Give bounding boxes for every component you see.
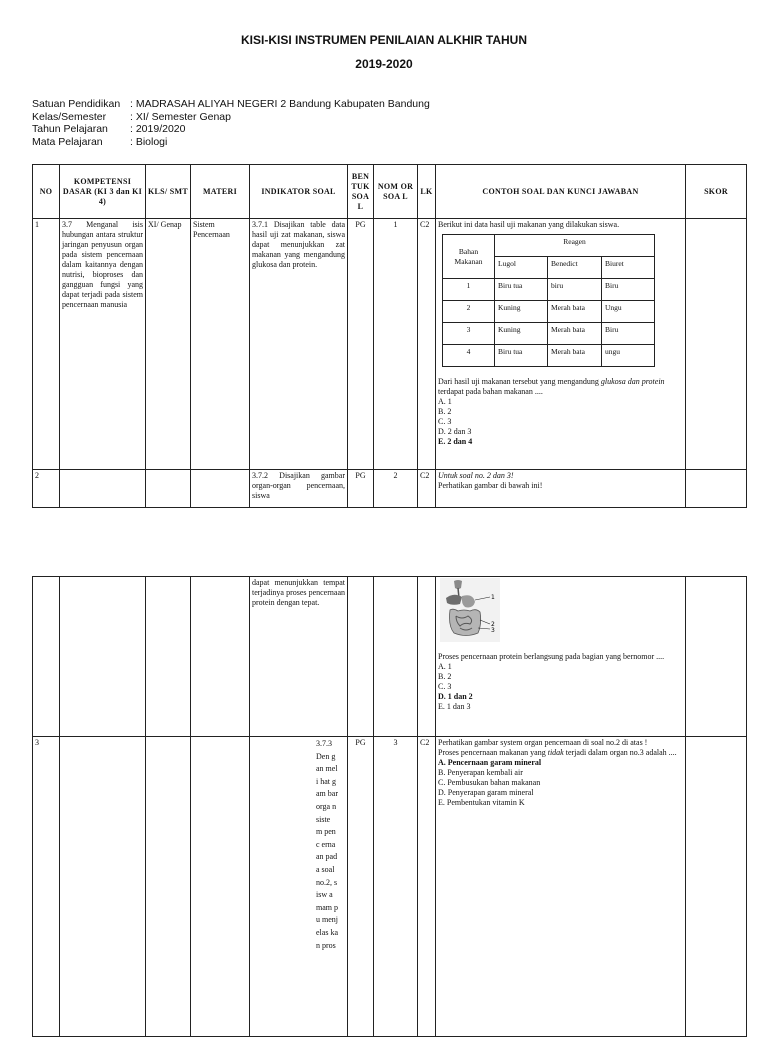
cell-kompetensi xyxy=(60,577,146,737)
option: E. Pembentukan vitamin K xyxy=(438,798,525,807)
question-emphasis: glukosa dan protein xyxy=(600,377,665,386)
option: D. 2 dan 3 xyxy=(438,427,472,436)
reagent-head-bahan: Bahan Makanan xyxy=(443,235,495,279)
reagent-cell: Biru tua xyxy=(495,279,548,301)
identity-row-class xyxy=(32,111,430,124)
identity-row-year xyxy=(32,123,430,136)
reagent-cell: Merah bata xyxy=(548,345,602,367)
question-text-part: terjadi dalam organ no.3 adalah .... xyxy=(563,748,677,757)
reagent-name: Lugol xyxy=(495,257,548,279)
cell-nomor: 1 xyxy=(374,219,418,470)
cell-contoh-soal xyxy=(436,219,686,470)
cell-skor xyxy=(686,577,747,737)
cell-no: 1 xyxy=(33,219,60,470)
reagent-cell: Biru tua xyxy=(495,345,548,367)
option: B. Penyerapan kembali air xyxy=(438,768,523,777)
identity-value: : XI/ Semester Genap xyxy=(130,110,231,123)
cell-bentuk: PG xyxy=(348,737,374,1037)
cell-materi xyxy=(191,577,250,737)
reagent-cell: Ungu xyxy=(602,301,655,323)
reagent-cell: Merah bata xyxy=(548,323,602,345)
question-text-part: Proses pencernaan makanan yang xyxy=(438,748,548,757)
grid-table-page2 xyxy=(32,576,747,1037)
reagent-cell: Kuning xyxy=(495,323,548,345)
reagent-row xyxy=(443,301,655,323)
reagent-head-reagen: Reagen xyxy=(495,235,655,257)
digestive-system-image xyxy=(440,578,500,642)
identity-label: Mata Pelajaran xyxy=(32,135,103,148)
cell-skor xyxy=(686,470,747,508)
cell-contoh-soal xyxy=(436,470,686,508)
cell-kelas xyxy=(146,470,191,508)
diagram-label: 1 xyxy=(491,594,495,601)
option: A. 1 xyxy=(438,397,452,406)
header-row xyxy=(33,165,747,219)
table-row-2-continued xyxy=(33,577,747,737)
header-indikator: INDIKATOR SOAL xyxy=(250,165,348,219)
cell-kelas xyxy=(146,737,191,1037)
reagent-cell: 3 xyxy=(443,323,495,345)
cell-lk: C2 xyxy=(418,737,436,1037)
header-contoh-soal: CONTOH SOAL DAN KUNCI JAWABAN xyxy=(436,165,686,219)
question-text: Perhatikan gambar system organ pencernaan di soal no.2 di atas ! xyxy=(438,738,648,747)
option: C. Pembusukan bahan makanan xyxy=(438,778,541,787)
header-no: NO xyxy=(33,165,60,219)
question-text-part: Dari hasil uji makanan tersebut yang mengandung xyxy=(438,377,601,386)
cell-kelas xyxy=(146,577,191,737)
reagent-table xyxy=(442,234,655,367)
cell-indikator: dapat menunjukkan tempat terjadinya proses pencernaan protein dengan tepat. xyxy=(250,577,348,737)
reagent-cell: 4 xyxy=(443,345,495,367)
reagent-row xyxy=(443,323,655,345)
question-text xyxy=(438,748,683,758)
cell-skor xyxy=(686,219,747,470)
table-row-1 xyxy=(33,219,747,470)
cell-bentuk xyxy=(348,577,374,737)
cell-materi xyxy=(191,470,250,508)
identity-label: Satuan Pendidikan xyxy=(32,98,121,110)
question-note: Untuk soal no. 2 dan 3! xyxy=(438,471,514,480)
question-text: Proses pencernaan protein berlangsung pada bagian yang bernomor .... xyxy=(438,652,665,661)
identity-row-subject xyxy=(32,136,430,149)
cell-kelas: XI/ Genap xyxy=(146,219,191,470)
cell-lk: C2 xyxy=(418,219,436,470)
option: A. 1 xyxy=(438,662,452,671)
document-year: 2019-2020 xyxy=(355,57,413,71)
header-kompetensi: KOMPETENSI DASAR (KI 3 dan KI 4) xyxy=(60,165,146,219)
option: C. 3 xyxy=(438,417,452,426)
header-skor: SKOR xyxy=(686,165,747,219)
table-row-2 xyxy=(33,470,747,508)
header-bentuk: BEN TUK SOA L xyxy=(348,165,374,219)
reagent-row xyxy=(443,345,655,367)
cell-nomor: 3 xyxy=(374,737,418,1037)
question-text-part: terdapat pada bahan makanan .... xyxy=(438,387,543,396)
reagent-row xyxy=(443,279,655,301)
table-row-3 xyxy=(33,737,747,1037)
cell-no: 2 xyxy=(33,470,60,508)
reagent-cell: Merah bata xyxy=(548,301,602,323)
option: B. 2 xyxy=(438,407,452,416)
identity-value: : MADRASAH ALIYAH NEGERI 2 Bandung Kabupaten Bandung xyxy=(130,98,430,110)
answer-key: A. Pencernaan garam mineral xyxy=(438,758,542,767)
identity-label: Tahun Pelajaran xyxy=(32,123,108,135)
cell-no: 3 xyxy=(33,737,60,1037)
option: C. 3 xyxy=(438,682,452,691)
option: D. Penyerapan garam mineral xyxy=(438,788,534,797)
reagent-cell: Biru xyxy=(602,279,655,301)
reagent-name: Benedict xyxy=(548,257,602,279)
option: B. 2 xyxy=(438,672,452,681)
cell-lk xyxy=(418,577,436,737)
cell-bentuk: PG xyxy=(348,219,374,470)
identity-label: Kelas/Semester xyxy=(32,110,107,123)
document-title: KISI-KISI INSTRUMEN PENILAIAN ALKHIR TAHUN xyxy=(241,33,527,47)
reagent-cell: Biru xyxy=(602,323,655,345)
reagent-cell: 2 xyxy=(443,301,495,323)
identity-value: : Biologi xyxy=(130,135,168,148)
grid-table-page1 xyxy=(32,164,747,508)
cell-indikator: 3.7.1 Disajikan table data hasil uji zat makanan, siswa dapat menunjukkan zat makanan yang mengandung glukosa dan protein. xyxy=(250,219,348,470)
header-nomor: NOM OR SOA L xyxy=(374,165,418,219)
reagent-cell: 1 xyxy=(443,279,495,301)
reagent-cell: Kuning xyxy=(495,301,548,323)
cell-materi xyxy=(191,737,250,1037)
cell-materi: Sistem Pencernaan xyxy=(191,219,250,470)
cell-nomor: 2 xyxy=(374,470,418,508)
answer-key: D. 1 dan 2 xyxy=(438,692,473,701)
indikator-narrow-text: 3.7.3 Den gan meli hat gam bar orga n siste m penc erna an pada soal no.2, sisw a mam pu menj elas kan pros xyxy=(316,739,338,950)
cell-bentuk: PG xyxy=(348,470,374,508)
cell-contoh-soal xyxy=(436,577,686,737)
cell-kompetensi xyxy=(60,737,146,1037)
identity-value: : 2019/2020 xyxy=(130,123,186,135)
diagram-label: 2 xyxy=(491,621,495,628)
header-lk: LK xyxy=(418,165,436,219)
question-instruction: Perhatikan gambar di bawah ini! xyxy=(438,481,543,490)
cell-indikator xyxy=(250,737,348,1037)
cell-lk: C2 xyxy=(418,470,436,508)
cell-nomor xyxy=(374,577,418,737)
answer-key: E. 2 dan 4 xyxy=(438,437,473,446)
cell-kompetensi xyxy=(60,470,146,508)
option: E. 1 dan 3 xyxy=(438,702,471,711)
reagent-name: Biuret xyxy=(602,257,655,279)
identity-row-school xyxy=(32,98,430,111)
cell-contoh-soal xyxy=(436,737,686,1037)
question-emphasis: tidak xyxy=(547,748,564,757)
header-kelas: KLS/ SMT xyxy=(146,165,191,219)
cell-skor xyxy=(686,737,747,1037)
diagram-label: 3 xyxy=(491,627,495,634)
cell-no xyxy=(33,577,60,737)
reagent-cell: biru xyxy=(548,279,602,301)
cell-indikator: 3.7.2 Disajikan gambar organ-organ pencernaan, siswa xyxy=(250,470,348,508)
identity-block xyxy=(32,98,430,148)
header-materi: MATERI xyxy=(191,165,250,219)
reagent-cell: ungu xyxy=(602,345,655,367)
question-intro: Berikut ini data hasil uji makanan yang dilakukan siswa. xyxy=(438,220,620,229)
question-text xyxy=(438,377,683,397)
cell-kompetensi: 3.7 Menganal isis hubungan antara struktur jaringan penyusun organ pada sistem pencernaan dalam kaitannya dengan nutrisi, bioproses dan gangguan fungsi yang dapat terjadi pada sistem pencernaan manusia xyxy=(60,219,146,470)
